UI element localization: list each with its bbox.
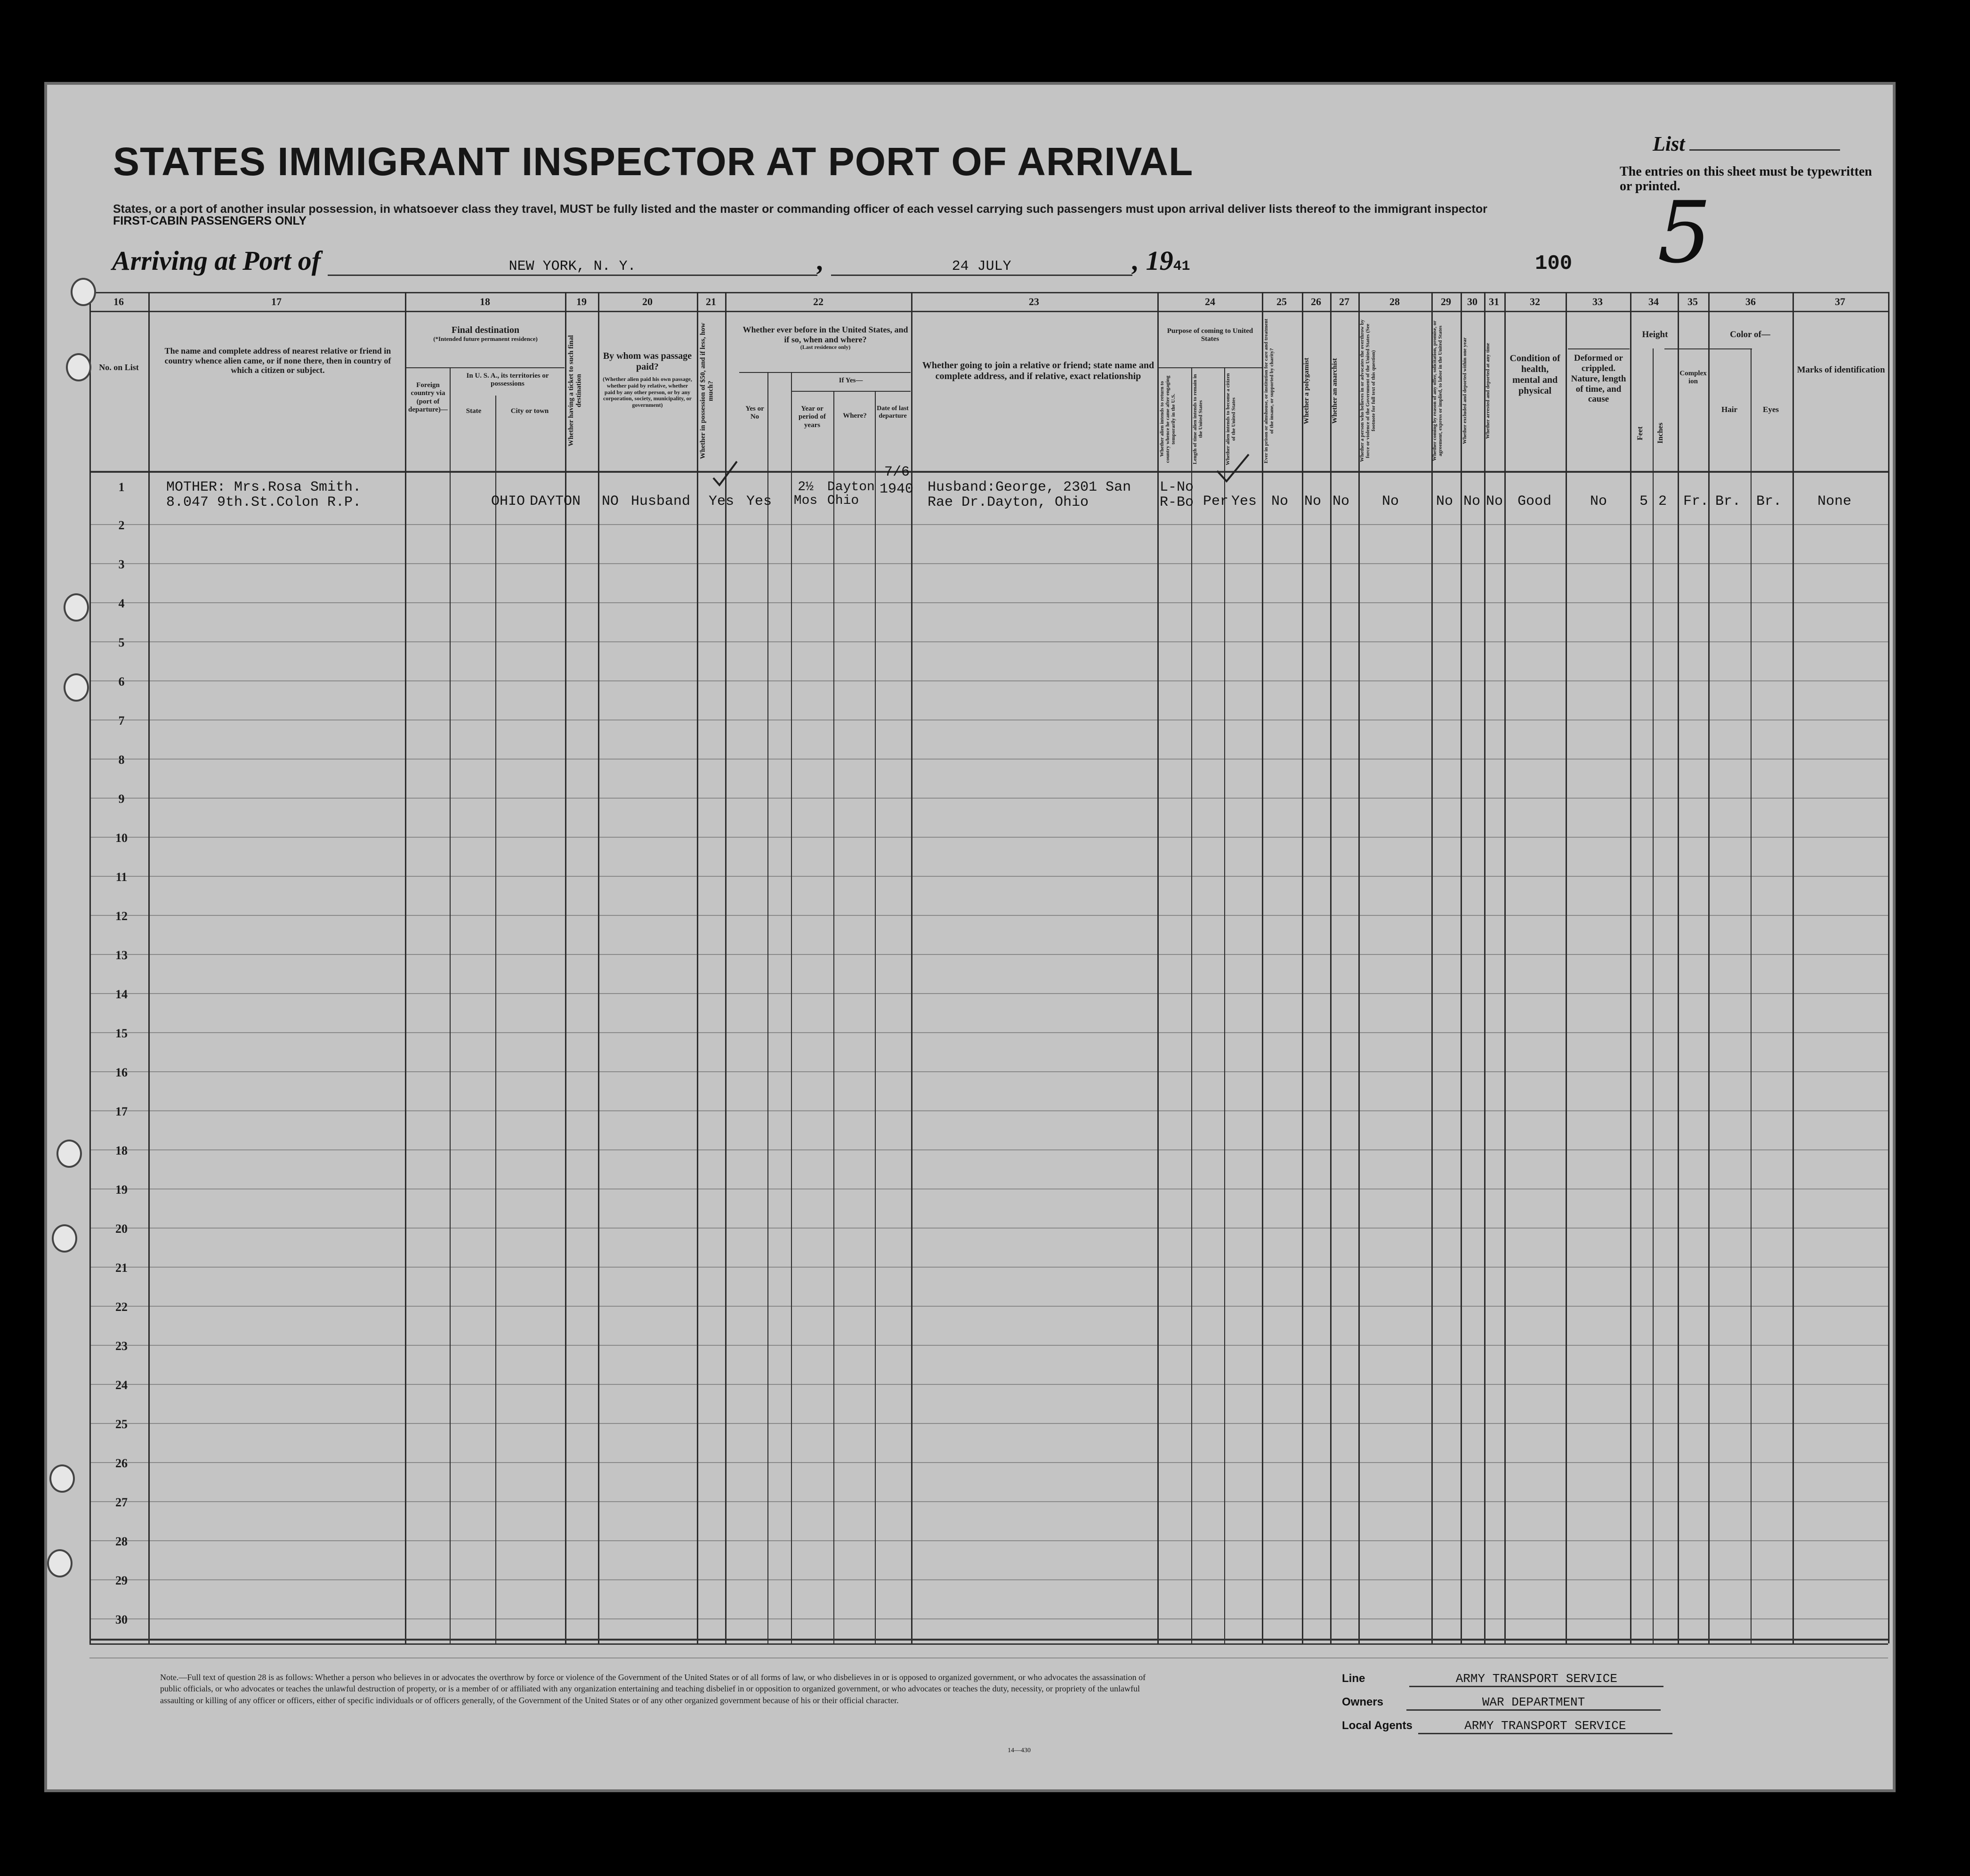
header-ticket: Whether having a ticket to such final destination (567, 335, 583, 447)
column-number: 28 (1389, 296, 1400, 307)
entry-deformed: No (1590, 493, 1607, 509)
row-rule (89, 798, 1888, 799)
column-number: 20 (642, 296, 653, 307)
row-rule (89, 563, 1888, 564)
entry-period: 2½ Mos (793, 480, 818, 509)
column-rule (1302, 292, 1303, 1643)
year-suffix: 41 (1173, 259, 1190, 275)
manifest-table (89, 292, 1888, 1643)
row-rule (89, 876, 1888, 877)
header-excluded: Whether excluded and deported within one year (1462, 337, 1468, 445)
row-rule (89, 602, 1888, 603)
header-health: Condition of health, mental and physical (1510, 353, 1560, 396)
binder-hole (49, 1464, 75, 1493)
header-possession-50: Whether in possession of $50, and if less, how much? (699, 323, 715, 459)
binder-hole (47, 1549, 73, 1577)
row-number: 22 (115, 1300, 128, 1314)
row-number: 7 (118, 714, 125, 728)
sheet-number-typed: 100 (1535, 252, 1573, 275)
entry-excluded: No (1463, 493, 1481, 509)
header-date-last-departure: Date of last departure (877, 405, 909, 420)
row-number: 28 (115, 1535, 128, 1548)
entry-complexion: Fr. (1683, 493, 1709, 509)
entry-deported: No (1486, 493, 1503, 509)
column-rule (495, 396, 496, 1643)
form-code-footer: 14—430 (1008, 1747, 1031, 1754)
row-rule (89, 1071, 1888, 1072)
row-rule (89, 1540, 1888, 1541)
header-complexion: Complexion (1679, 370, 1707, 386)
local-agents-field: Local Agents ARMY TRANSPORT SERVICE (1342, 1719, 1672, 1734)
row-rule (89, 837, 1888, 838)
entry-relative-address: MOTHER: Mrs.Rosa Smith. 8.047 9th.St.Colon R.P. (166, 479, 362, 510)
header-city: City or town (510, 407, 549, 415)
row-rule (89, 1149, 1888, 1150)
column-rule (697, 292, 698, 1643)
column-rule (833, 391, 834, 1643)
row-number: 30 (115, 1613, 128, 1626)
row-number: 3 (118, 558, 125, 571)
entry-marks: None (1817, 493, 1852, 509)
header-nearest-relative: The name and complete address of nearest relative or friend in country whence alien came, or if none there, then in country of which a citizen or subject. (164, 346, 391, 375)
row-rule (89, 1462, 1888, 1463)
year-prefix: 19 (1146, 245, 1173, 276)
row-number: 9 (118, 792, 125, 806)
header-no-on-list: No. on List (99, 363, 139, 372)
column-number: 31 (1489, 296, 1499, 307)
row-rule (89, 759, 1888, 760)
row-rule (89, 1618, 1888, 1619)
line-field: Line ARMY TRANSPORT SERVICE (1342, 1672, 1663, 1687)
header-final-destination: Final destination (*Intended future permanent residence) (433, 325, 538, 342)
column-number: 26 (1311, 296, 1321, 307)
header-before-in-us: Whether ever before in the United States, and if so, when and where? (Last residence only) (743, 325, 908, 351)
column-rule (1431, 292, 1433, 1643)
header-foreign-country: Foreign country via (port of departure)— (408, 381, 448, 413)
row-rule (89, 915, 1888, 916)
row-rule (89, 641, 1888, 642)
column-number: 21 (706, 296, 716, 307)
row-rule (89, 1579, 1888, 1580)
column-rule (1461, 292, 1462, 1643)
column-rule (1630, 292, 1631, 1643)
column-number: 25 (1276, 296, 1287, 307)
list-label: List (1653, 132, 1840, 156)
column-number: 37 (1835, 296, 1845, 307)
row-number: 17 (115, 1105, 128, 1118)
column-rule (405, 292, 406, 1643)
header-deformed: Deformed or crippled. Nature, length of time, and cause (1571, 353, 1626, 404)
column-rule (767, 372, 768, 1643)
row-number: 25 (115, 1417, 128, 1431)
column-rule (1262, 292, 1263, 1643)
check-mark-icon (1215, 452, 1252, 485)
row-rule (89, 524, 1888, 525)
entry-health: Good (1518, 493, 1552, 509)
header-hair: Hair (1721, 405, 1737, 414)
entry-anarchist: No (1332, 493, 1350, 509)
column-number: 24 (1205, 296, 1215, 307)
column-number: 17 (271, 296, 282, 307)
header-feet: Feet (1636, 426, 1644, 440)
header-deported: Whether arrested and deported at any time (1485, 343, 1491, 439)
header-marks: Marks of identification (1797, 365, 1885, 375)
binder-hole (64, 593, 89, 622)
row-number: 6 (118, 675, 125, 688)
column-rule (1792, 292, 1794, 1643)
column-number: 18 (480, 296, 490, 307)
row-number: 27 (115, 1496, 128, 1509)
row-number: 23 (115, 1339, 128, 1353)
row-number: 18 (115, 1144, 128, 1157)
binder-hole (66, 353, 91, 381)
header-height: Height (1642, 330, 1668, 340)
column-rule (450, 367, 451, 1643)
row-number: 20 (115, 1222, 128, 1236)
date-field: 24 JULY (831, 259, 1132, 276)
row-rule (89, 680, 1888, 681)
column-rule (1157, 292, 1159, 1643)
column-rule (1191, 367, 1192, 1643)
owners-field: Owners WAR DEPARTMENT (1342, 1695, 1661, 1711)
column-rule (1566, 292, 1567, 1643)
header-prison-charity: Ever in prison or almshouse, or institution for care and treatment of the insane, or supported by charity? (1263, 318, 1275, 463)
column-number: 32 (1530, 296, 1540, 307)
form-subtitle: States, or a port of another insular possession, in whatsoever class they travel, MUST be fully listed and the master or commanding officer of each vessel carrying such passengers must upon arrival deliver lists thereof to the immigrant inspector (113, 202, 1487, 216)
column-rule (148, 292, 150, 1643)
entry-has-50: Yes (709, 493, 735, 509)
column-number: 35 (1687, 296, 1698, 307)
entry-labor-offer: No (1436, 493, 1453, 509)
column-number: 30 (1467, 296, 1478, 307)
form-title: STATES IMMIGRANT INSPECTOR AT PORT OF ARRIVAL (113, 139, 1194, 184)
header-passage-paid: By whom was passage paid? (Whether alien paid his own passage, whether paid by relative, whether paid by any other person, or by any corporation, society, municipality, or government) (603, 351, 692, 409)
row-rule (89, 993, 1888, 994)
entry-purpose: L-No R-Bo (1160, 479, 1194, 510)
row-number: 11 (115, 870, 128, 884)
row-number: 1 (118, 480, 125, 494)
row-rule (89, 1110, 1888, 1111)
row-rule (89, 1267, 1888, 1268)
row-rule (89, 1306, 1888, 1307)
header-labor-offer: Whether coming by reason of any offer, solicitation, promise, or agreement, express or implied, to labor in the United States (1432, 320, 1444, 461)
column-rule (1358, 292, 1360, 1643)
header-inches: Inches (1656, 422, 1664, 444)
port-field: NEW YORK, N. Y. (328, 259, 817, 276)
row-number: 12 (115, 909, 128, 923)
entry-length-stay: Per (1203, 493, 1229, 509)
manifest-sheet (47, 85, 1893, 1789)
header-length-stay: Length of time alien intends to remain in the United States (1192, 374, 1204, 464)
column-rule (1224, 367, 1225, 1643)
entry-prison: No (1271, 493, 1289, 509)
row-number: 21 (115, 1261, 128, 1275)
entry-polygamist: No (1304, 493, 1322, 509)
row-number: 14 (115, 987, 128, 1001)
entry-ticket: NO (602, 493, 619, 509)
entry-overthrow: No (1382, 493, 1399, 509)
check-mark-icon (711, 459, 739, 487)
column-rule (1653, 348, 1654, 1643)
entry-city: DAYTON (530, 493, 581, 509)
column-number: 22 (813, 296, 824, 307)
column-number: 16 (113, 296, 124, 307)
footnote-question-28: Note.—Full text of question 28 is as follows: Whether a person who believes in or advocates the overthrow by force or violence of the Government of the United States or of all forms of law, or who disbelieves in or is opposed to organized government, or who advocates the assassination of public officials, or who advocates or teaches the unlawful destruction of property, or is a member of or affiliated with any organization entertaining and teaching disbelief in or opposition to organized government, or who advocates or teaches the duty, necessity, or propriety of the unlawful assaulting or killing of any officer or officers, either of specific individuals or of officers generally, of the Government of the United States or of any other organized government because of his or their official character. (160, 1673, 1146, 1705)
row-number: 16 (115, 1066, 128, 1079)
header-joining-relative: Whether going to join a relative or friend; state name and complete address, and if relative, exact relationship (922, 360, 1155, 381)
column-number: 29 (1441, 296, 1451, 307)
header-polygamist: Whether a polygamist (1303, 357, 1310, 424)
entry-height-feet: 5 (1639, 493, 1648, 509)
column-rule (598, 292, 599, 1643)
arrival-line: Arriving at Port of NEW YORK, N. Y. , 24 JULY , 1941 (112, 245, 1190, 276)
header-purpose: Purpose of coming to United States (1167, 327, 1253, 343)
header-return-intent: Whether alien intends to return to country whence he came after engaging temporarily in the U.S. (1159, 375, 1177, 463)
entry-date-last-departure: 7/6 1940 (880, 464, 914, 497)
column-rule (1888, 292, 1889, 1643)
column-number: 34 (1648, 296, 1659, 307)
row-rule (89, 1501, 1888, 1502)
column-rule (791, 372, 792, 1643)
row-number: 19 (115, 1183, 128, 1197)
header-year-period: Year or period of years (799, 405, 826, 429)
column-rule (1484, 292, 1486, 1643)
column-number: 23 (1029, 296, 1039, 307)
entry-height-inches: 2 (1658, 493, 1667, 509)
binder-hole (71, 278, 96, 306)
column-number: 33 (1592, 296, 1603, 307)
column-number: 27 (1339, 296, 1349, 307)
header-in-usa: In U. S. A., its territories or possessions (466, 372, 549, 388)
column-rule (1330, 292, 1332, 1643)
column-rule (1678, 292, 1679, 1643)
header-become-citizen: Whether alien intends to become a citizen of the United States (1225, 373, 1237, 465)
row-rule (89, 954, 1888, 955)
arriving-label: Arriving at Port of (112, 245, 321, 276)
column-rule (1504, 292, 1506, 1643)
entry-state: OHIO (491, 493, 525, 509)
row-number: 24 (115, 1378, 128, 1392)
binder-hole (52, 1224, 77, 1253)
header-where: Where? (843, 412, 867, 420)
entry-eyes: Br. (1756, 493, 1782, 509)
header-if-yes: If Yes— (839, 377, 863, 384)
row-number: 2 (118, 518, 125, 532)
entry-become-citizen: Yes (1231, 493, 1257, 509)
row-number: 29 (115, 1574, 128, 1587)
row-rule (89, 1228, 1888, 1229)
column-number: 36 (1745, 296, 1756, 307)
entry-hair: Br. (1715, 493, 1741, 509)
typewritten-instructions: The entries on this sheet must be typewritten or printed. (1620, 164, 1872, 194)
header-state: State (466, 407, 482, 415)
column-rule (1751, 348, 1752, 1643)
row-rule (89, 1384, 1888, 1385)
header-anarchist: Whether an anarchist (1331, 358, 1339, 424)
header-yes-or-no: Yes or No (745, 405, 764, 421)
row-number: 26 (115, 1456, 128, 1470)
row-number: 8 (118, 753, 125, 767)
header-eyes: Eyes (1763, 405, 1779, 414)
header-color-of: Color of— (1730, 330, 1770, 340)
entry-joining: Husband:George, 2301 San Rae Dr.Dayton, Ohio (928, 479, 1131, 510)
row-rule (89, 1345, 1888, 1346)
handwritten-sheet-number: 5 (1657, 184, 1712, 282)
binder-hole (57, 1140, 82, 1168)
row-number: 10 (115, 831, 128, 845)
row-number: 13 (115, 948, 128, 962)
binder-hole (64, 673, 89, 702)
row-number: 5 (118, 636, 125, 649)
column-rule (89, 292, 91, 1643)
row-rule (89, 1032, 1888, 1033)
class-note: FIRST-CABIN PASSENGERS ONLY (113, 214, 307, 227)
header-overthrow: Whether a person who believes in or advocates the overthrow by force or violence of the Government of the United States (See footnote for full text of this question) (1359, 319, 1377, 462)
entry-passage-paid-by: Husband (631, 493, 691, 509)
entry-before-in-us: Yes (746, 493, 772, 509)
row-number: 15 (115, 1027, 128, 1040)
column-rule (875, 391, 876, 1643)
row-number: 4 (118, 597, 125, 610)
row-rule (89, 1423, 1888, 1424)
column-number: 19 (576, 296, 587, 307)
entry-where: Dayton Ohio (827, 480, 875, 509)
